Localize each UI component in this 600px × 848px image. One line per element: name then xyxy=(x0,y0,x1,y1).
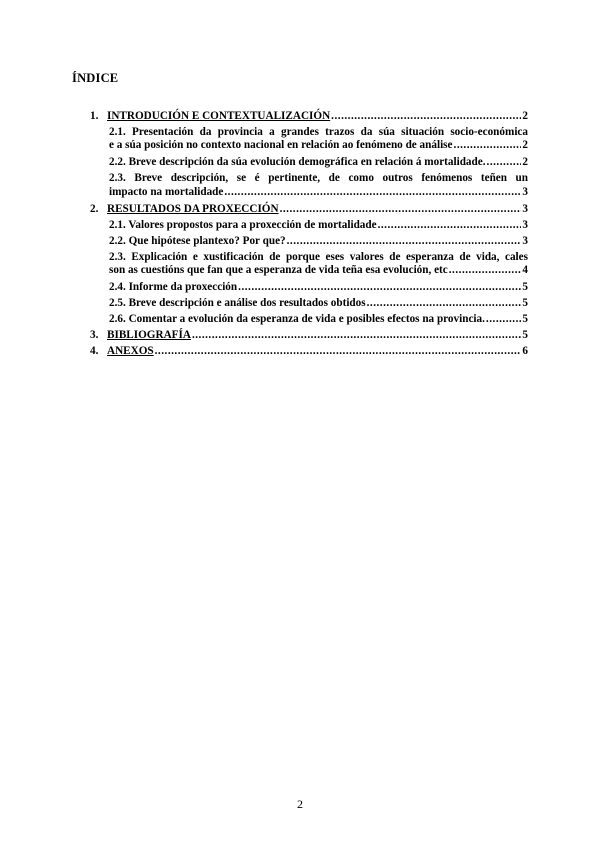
table-of-contents xyxy=(90,108,528,359)
toc-entry-valores-propostos[interactable] xyxy=(90,217,528,233)
page-number: 2 xyxy=(297,797,303,811)
dot-leader xyxy=(280,201,522,217)
toc-entry-label: 2.2. Breve descripción da súa evolución demográfica en relación á mortalidade. xyxy=(109,156,486,169)
toc-entry-evolucion-demografica[interactable] xyxy=(90,154,528,170)
toc-entry-page: 3 xyxy=(522,202,528,215)
toc-entry-label: 2.5. Breve descripción e análise dos resultados obtidos xyxy=(109,297,366,310)
toc-entry-label: INTRODUCIÓN E CONTEXTUALIZACIÓN xyxy=(107,110,331,122)
toc-entry-presentacion-provincia[interactable] xyxy=(90,124,528,154)
dot-leader xyxy=(378,217,522,233)
toc-entry-hipotese[interactable] xyxy=(90,233,528,249)
dot-leader xyxy=(331,108,521,124)
toc-entry-outros-fenomenos[interactable] xyxy=(90,170,528,200)
toc-entry-xustificacion[interactable] xyxy=(90,249,528,279)
toc-entry-anexos[interactable] xyxy=(90,343,528,359)
toc-entry-introducion[interactable] xyxy=(90,108,528,124)
toc-entry-page: 2 xyxy=(522,156,528,169)
toc-entry-page: 3 xyxy=(522,185,528,198)
toc-entry-page: 2 xyxy=(522,110,528,122)
toc-entry-page: 5 xyxy=(522,329,528,342)
toc-entry-number: 3. xyxy=(90,329,99,342)
toc-entry-page: 5 xyxy=(522,313,528,326)
dot-leader xyxy=(155,343,522,359)
dot-leader xyxy=(367,295,522,311)
toc-entry-label-line1: 2.3. Explicación e xustificación de porque eses valores de esperanza de vida, cales xyxy=(109,250,528,263)
toc-entry-label: 2.6. Comentar a evolución da esperanza de vida e posibles efectos na provincia. xyxy=(109,313,485,326)
toc-entry-label: 2.1. Valores propostos para a proxección de mortalidade xyxy=(109,218,377,231)
toc-entry-number: 1. xyxy=(90,110,99,122)
toc-entry-label: BIBLIOGRAFÍA xyxy=(107,329,191,342)
dot-leader xyxy=(486,311,521,327)
toc-entry-bibliografia[interactable] xyxy=(90,327,528,343)
dot-leader xyxy=(287,233,522,249)
toc-entry-informe[interactable] xyxy=(90,279,528,295)
dot-leader xyxy=(449,264,522,277)
toc-entry-label: 2.2. Que hipótese plantexo? Por que? xyxy=(109,234,286,247)
dot-leader xyxy=(192,327,521,343)
toc-entry-label-line1: 2.1. Presentación da provincia a grandes trazos da súa situación socio-económica xyxy=(109,126,528,138)
toc-entry-number: 2. xyxy=(90,202,99,215)
toc-entry-label-line2: impacto na mortalidade xyxy=(109,185,224,198)
toc-entry-label: RESULTADOS DA PROXECCIÓN xyxy=(107,202,279,215)
dot-leader xyxy=(454,139,522,152)
toc-entry-page: 4 xyxy=(522,264,528,277)
toc-entry-page: 6 xyxy=(522,345,528,358)
page-title: ÍNDICE xyxy=(72,71,119,85)
toc-entry-number: 4. xyxy=(90,345,99,358)
toc-entry-page: 5 xyxy=(522,281,528,294)
toc-entry-label: ANEXOS xyxy=(107,345,154,358)
toc-entry-page: 3 xyxy=(522,218,528,231)
toc-entry-evolucion-esperanza[interactable] xyxy=(90,311,528,327)
toc-entry-page: 2 xyxy=(522,139,528,152)
toc-entry-label-line2: son as cuestións que fan que a esperanza de vida teña esa evolución, etc xyxy=(109,264,448,277)
dot-leader xyxy=(224,186,521,199)
toc-entry-analise-resultados[interactable] xyxy=(90,295,528,311)
toc-entry-label-line1: 2.3. Breve descripción, se é pertinente, de como outros fenómenos teñen un xyxy=(109,172,528,185)
dot-leader xyxy=(487,154,522,170)
toc-entry-label: 2.4. Informe da proxección xyxy=(109,281,238,294)
toc-entry-label-line2: e a súa posición no contexto nacional en relación ao fenómeno de análise xyxy=(109,139,453,152)
toc-entry-page: 3 xyxy=(522,234,528,247)
toc-entry-resultados[interactable] xyxy=(90,201,528,217)
dot-leader xyxy=(238,279,521,295)
toc-entry-page: 5 xyxy=(522,297,528,310)
